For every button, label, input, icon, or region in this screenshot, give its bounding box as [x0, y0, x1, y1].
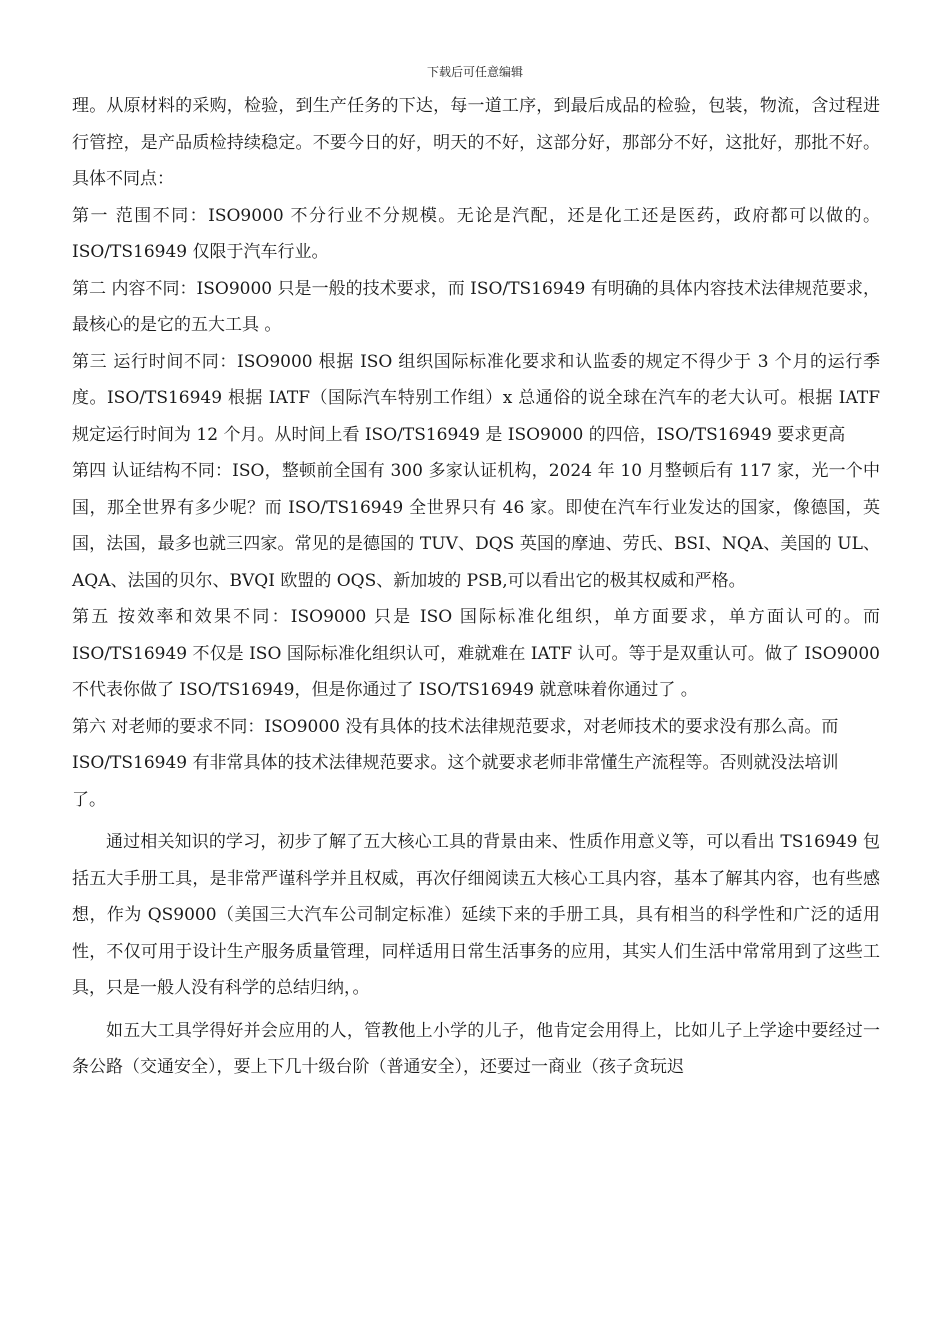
paragraph-point-2: 第二 内容不同：ISO9000 只是一般的技术要求，而 ISO/TS16949 有明确的具体内容技术法律规范要求，最核心的是它的五大工具 。 — [72, 278, 880, 335]
paragraph-point-6: 第六 对老师的要求不同：ISO9000 没有具体的技术法律规范要求，对老师技术的要求没有那么高。而 — [72, 716, 839, 737]
paragraph-example: 如五大工具学得好并会应用的人，管教他上小学的儿子，他肯定会用得上，比如儿子上学途中要经过一条公路（交通安全），要上下几十级台阶（普通安全），还要过一商业（孩子贪玩迟 — [72, 1020, 880, 1077]
paragraph-summary: 通过相关知识的学习，初步了解了五大核心工具的背景由来、性质作用意义等，可以看出 TS16949 包括五大手册工具，是非常严谨科学并且权威，再次仔细阅读五大核心工具内容，基本了解其内容，也有些感想，作为 QS9000（美国三大汽车公司制定标准）延续下来的手册工具，具有相当的科学性和广泛的适用性，不仅可用于设计生产服务质量管理，同样适用日常生活事务的应用，其实人们生活中常常用到了这些工具，只是一般人没有科学的总结归纳，。 — [72, 832, 880, 998]
paragraph-point-3: 第三 运行时间不同：ISO9000 根据 ISO 组织国际标准化要求和认监委的规定不得少于 3 个月的运行季度。ISO/TS16949 根据 IATF（国际汽车特别工作组）x 总通俗的说全球在汽车的老大认可。根据 IATF 规定运行时间为 12 个月。从时间上看 ISO/TS16949 是 ISO9000 的四倍，ISO/TS16949 要求更高 — [72, 351, 880, 445]
paragraph-point-6-continued: ISO/TS16949 有非常具体的技术法律规范要求。这个就要求老师非常懂生产流程等。否则就没法培训 — [72, 753, 839, 773]
paragraph-point-1: 第一 范围不同：ISO9000 不分行业不分规模。无论是汽配，还是化工还是医药，政府都可以做的。ISO/TS16949 仅限于汽车行业。 — [72, 205, 880, 262]
paragraph-intro: 理。从原材料的采购，检验，到生产任务的下达，每一道工序，到最后成品的检验，包装，物流，含过程进行管控，是产品质检持续稳定。不要今日的好，明天的不好，这部分好，那部分不好，这批好，那批不好。具体不同点： — [72, 96, 880, 189]
page-header: 下载后可任意编辑 — [426, 65, 523, 79]
document-body — [72, 88, 880, 1086]
paragraph-point-5: 第五 按效率和效果不同：ISO9000 只是 ISO 国际标准化组织，单方面要求，单方面认可的。而 ISO/TS16949 不仅是 ISO 国际标准化组织认可，难就难在 IATF 认可。等于是双重认可。做了 ISO9000 不代表你做了 ISO/TS16949，但是你通过了 ISO/TS16949 就意味着你通过了 。 — [72, 607, 880, 700]
paragraph-point-4: 第四 认证结构不同：ISO，整顿前全国有 300 多家认证机构，2024 年 10 月整顿后有 117 家，光一个中国，那全世界有多少呢？而 ISO/TS16949 全世界只有 46 家。即使在汽车行业发达的国家，像德国，英国，法国，最多也就三四家。常见的是德国的 TUV、DQS 英国的摩迪、劳氏、BSI、NQA、美国的 UL、AQA、法国的贝尔、BVQI 欧盟的 OQS、新加坡的 PSB,可以看出它的极其权威和严格。 — [72, 461, 880, 591]
paragraph-point-6-end: 了。 — [72, 789, 106, 810]
